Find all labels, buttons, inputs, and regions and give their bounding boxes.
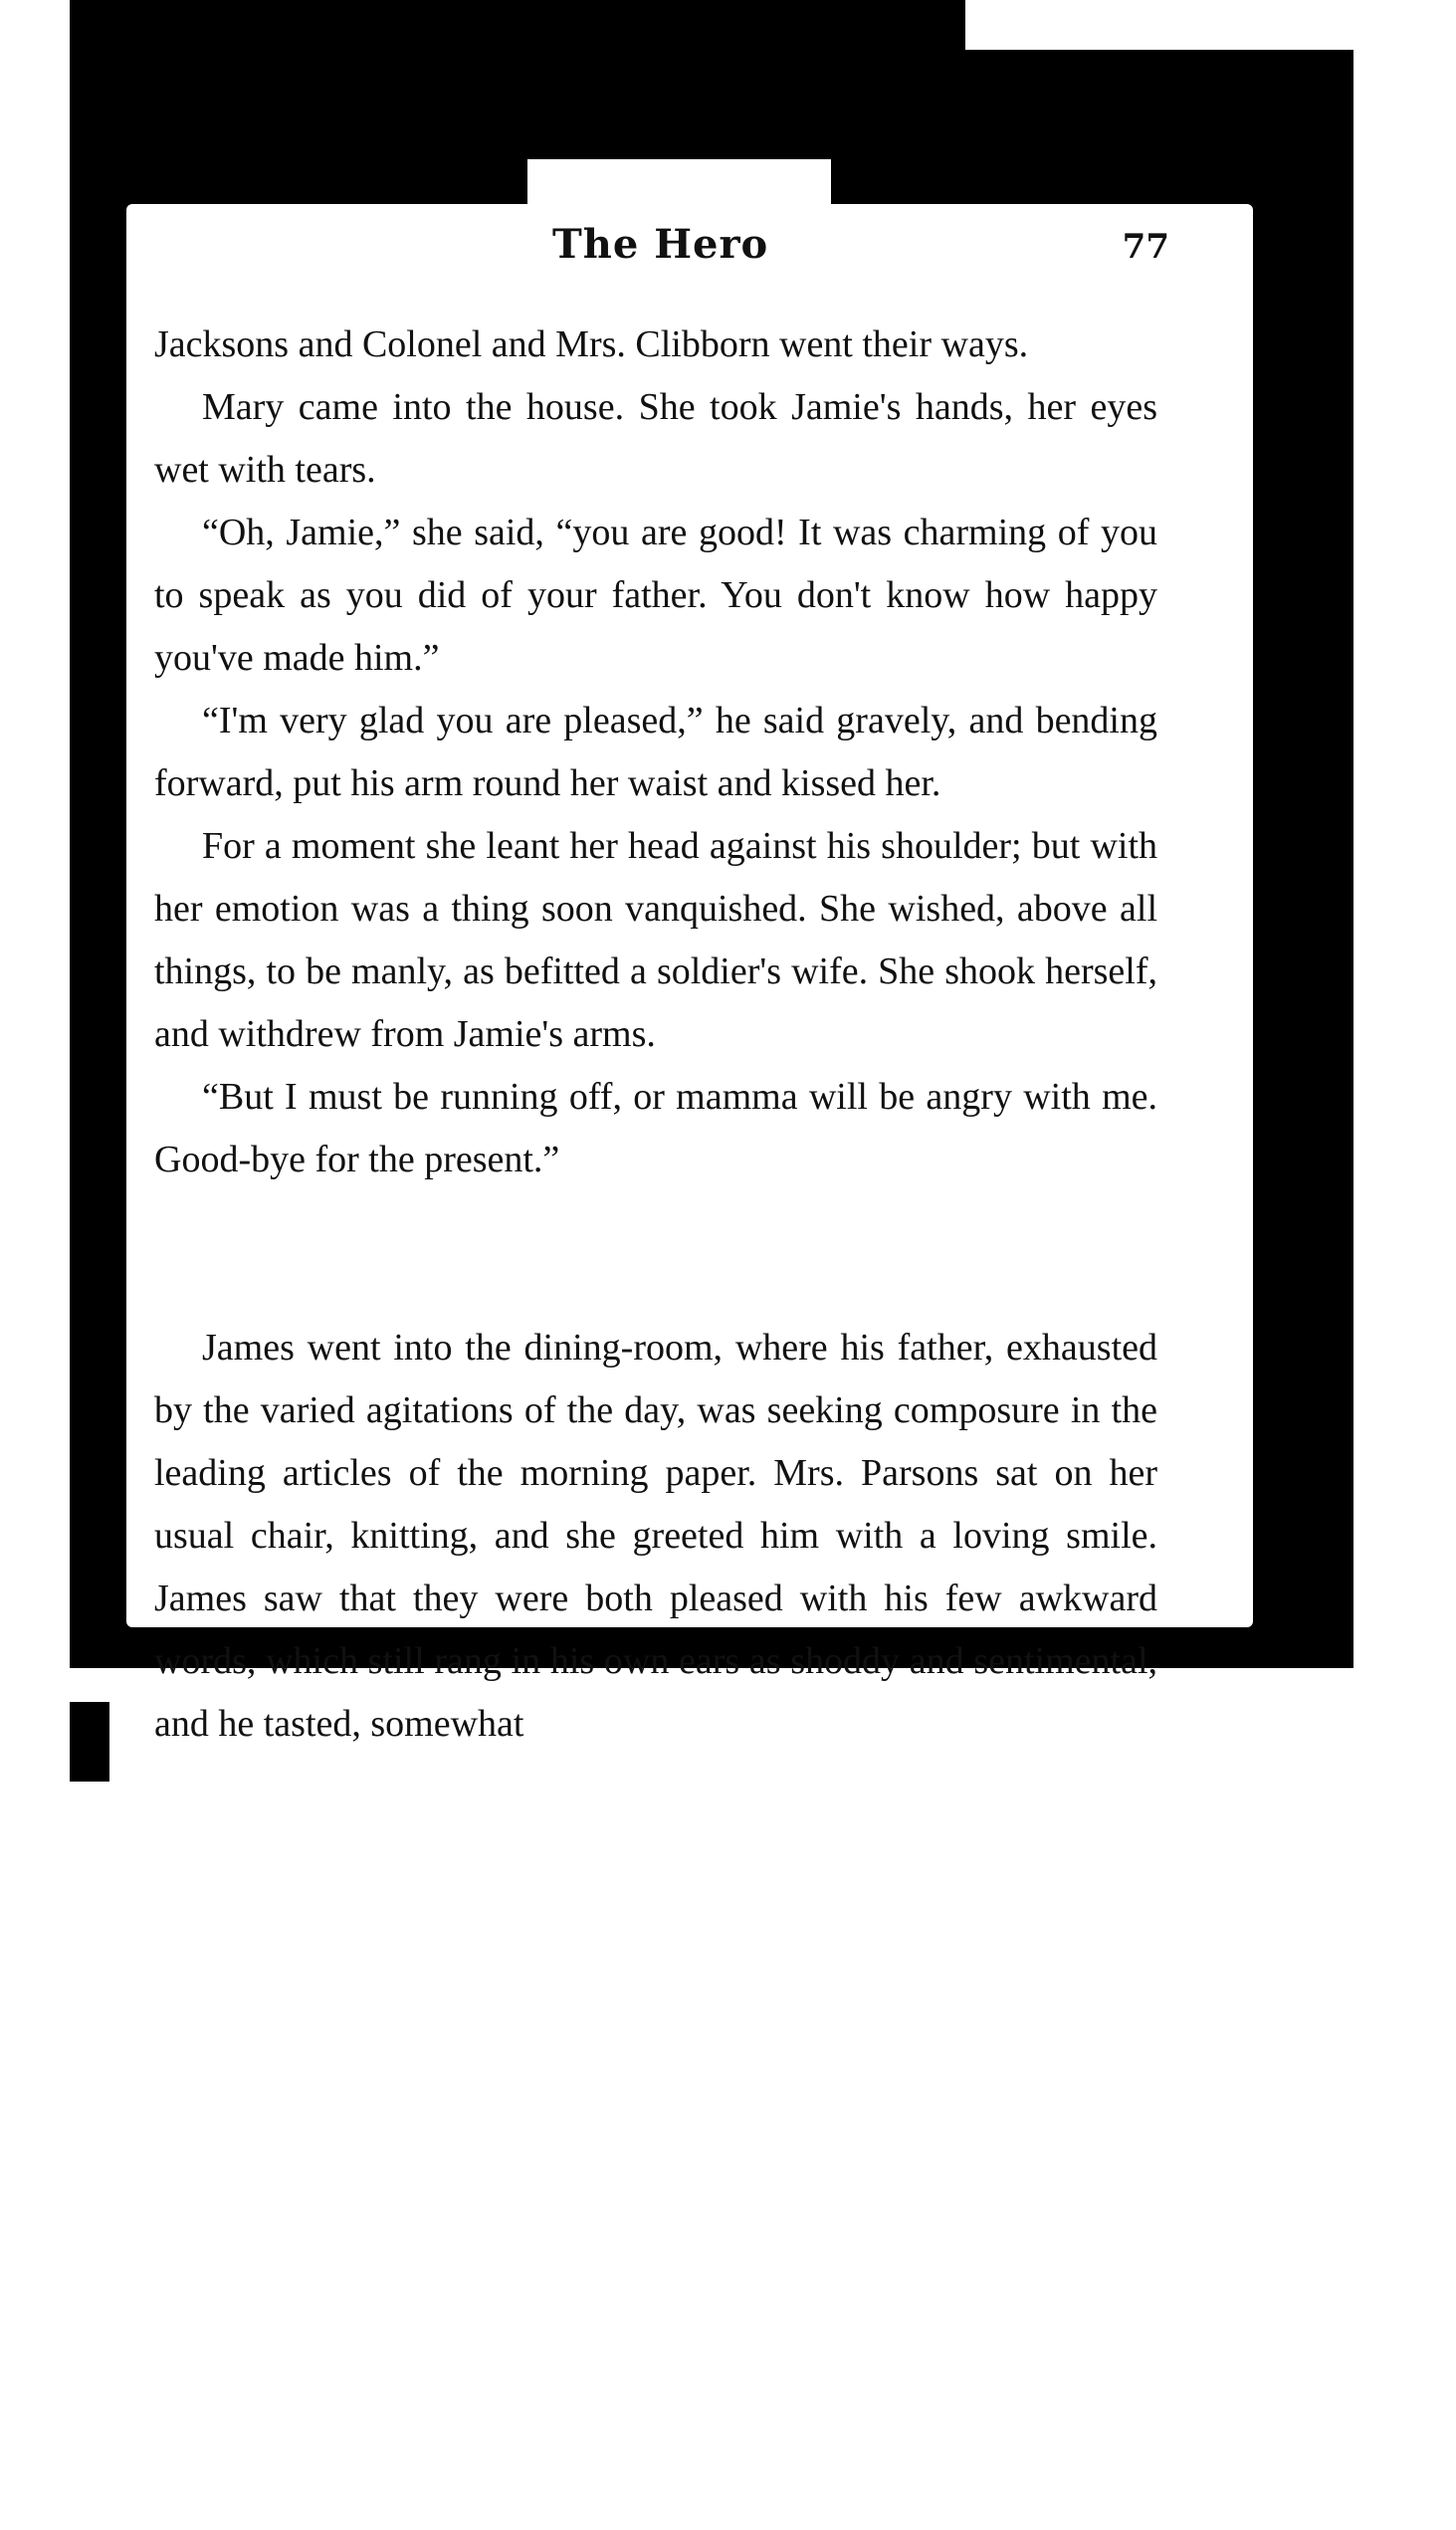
section-break: [154, 1191, 1157, 1317]
paragraph: Jacksons and Colonel and Mrs. Clibborn went their ways.: [154, 323, 1029, 365]
scan-edge-mark: [70, 577, 109, 657]
paragraph: “Oh, Jamie,” she said, “you are good! It was charming of you to speak as you did of your father. You don't know how happy you've made him.”: [154, 512, 1157, 679]
book-page-top-edge: [527, 159, 831, 219]
paragraph: “But I must be running off, or mamma will be angry with me. Good-bye for the present.”: [154, 1076, 1157, 1180]
paragraph: For a moment she leant her head against his shoulder; but with her emotion was a thing soon vanquished. She wished, above all things, to be manly, as befitted a soldier's wife. She shook herself, and withdrew from Jamie's arms.: [154, 825, 1157, 1055]
paragraph: James went into the dining-room, where his father, exhausted by the varied agitations of the day, was seeking composure in the leading articles of the morning paper. Mrs. Parsons sat on her usual chair, knitting, and she greeted him with a loving smile. James saw that they were both pleased with his few awkward words, which still rang in his own ears as shoddy and sentimental, and he tasted, somewhat: [154, 1327, 1157, 1745]
body-text: [154, 314, 1157, 1756]
running-head: The Hero: [552, 221, 769, 268]
paragraph: “I'm very glad you are pleased,” he said gravely, and bending forward, put his arm round her waist and kissed her.: [154, 700, 1157, 804]
page-header: [154, 221, 1169, 281]
scan-edge-mark: [70, 1254, 109, 1553]
scan-border-strip: [70, 50, 1353, 62]
scan-edge-mark: [70, 737, 109, 1025]
scan-border-top: [70, 0, 965, 50]
paragraph: Mary came into the house. She took Jamie's hands, her eyes wet with tears.: [154, 386, 1157, 491]
page-number: 77: [1122, 227, 1169, 267]
scan-edge-mark: [70, 1702, 109, 1782]
